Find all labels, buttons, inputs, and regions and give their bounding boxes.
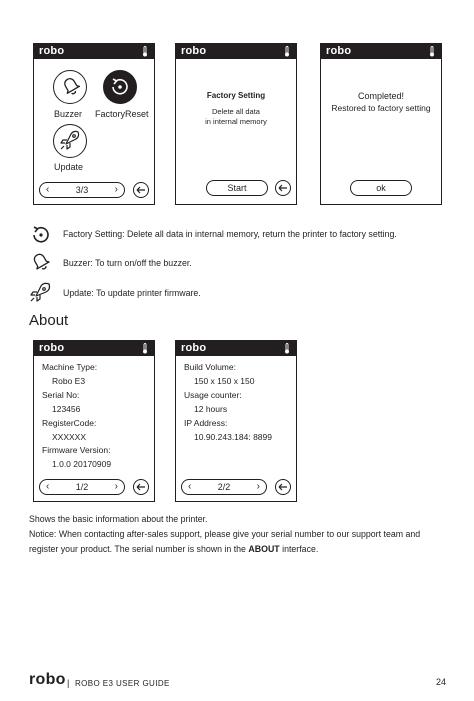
screen-header-bar <box>176 341 296 356</box>
thermometer-icon <box>429 46 435 57</box>
thermometer-icon <box>284 46 290 57</box>
about-emphasis: ABOUT <box>248 544 280 554</box>
body-line-3-end: interface. <box>279 544 319 554</box>
buzzer-label: Buzzer <box>54 109 83 119</box>
section-heading-about: About <box>29 312 69 329</box>
back-button[interactable] <box>275 479 291 495</box>
build-volume-label: Build Volume: <box>184 362 236 372</box>
ip-address-label: IP Address: <box>184 418 228 428</box>
dialog-title: Factory Setting <box>206 91 266 100</box>
body-line-2: Notice: When contacting after-sales support, please give your serial number to our support team and <box>29 529 421 539</box>
back-arrow-icon <box>276 181 290 195</box>
robo-logo: robo <box>39 45 65 57</box>
usage-counter-value: 12 hours <box>194 404 228 414</box>
body-line-1: Shows the basic information about the printer. <box>29 514 208 524</box>
screen-header-bar <box>321 44 441 59</box>
footer-logo: robo <box>29 671 66 688</box>
robo-logo: robo <box>39 342 65 354</box>
next-page-chevron-icon[interactable]: › <box>114 481 118 492</box>
update-button[interactable] <box>53 124 87 158</box>
screen-header-bar <box>34 341 154 356</box>
robo-logo: robo <box>181 342 207 354</box>
firmware-version-label: Firmware Version: <box>42 445 111 455</box>
build-volume-value: 150 x 150 x 150 <box>194 376 255 386</box>
legend-buzzer: Buzzer: To turn on/off the buzzer. <box>63 258 192 268</box>
prev-page-chevron-icon[interactable]: ‹ <box>188 481 192 492</box>
buzzer-button[interactable] <box>53 70 87 104</box>
bell-icon <box>54 71 85 102</box>
page-number: 24 <box>436 677 447 687</box>
completed-message: Restored to factory setting <box>331 103 431 113</box>
body-line-3-start: register your product. The serial number is shown in the <box>29 544 249 554</box>
screen-header-bar <box>176 44 296 59</box>
legend-update: Update: To update printer firmware. <box>63 288 201 298</box>
firmware-version-value: 1.0.0 20170909 <box>52 459 112 469</box>
ok-button[interactable] <box>350 180 412 196</box>
pager-label: 1/2 <box>75 482 89 492</box>
screen-about-page-2 <box>175 340 297 502</box>
back-arrow-icon <box>134 480 148 494</box>
thermometer-icon <box>284 343 290 354</box>
dialog-line-1: Delete all data <box>212 107 260 116</box>
update-label: Update <box>54 162 84 172</box>
machine-type-value: Robo E3 <box>52 376 86 386</box>
ip-address-value: 10.90.243.184: 8899 <box>194 432 272 442</box>
ok-button-label: ok <box>376 183 386 193</box>
serial-label: Serial No: <box>42 390 80 400</box>
prev-page-chevron-icon[interactable]: ‹ <box>46 481 50 492</box>
screen-menu <box>33 43 155 205</box>
body-line-3 <box>29 542 318 557</box>
factory-reset-icon <box>30 223 52 245</box>
next-page-chevron-icon[interactable]: › <box>256 481 260 492</box>
rocket-icon <box>30 281 52 303</box>
robo-logo: robo <box>181 45 207 57</box>
factory-reset-icon <box>104 71 135 102</box>
screen-about-page-1 <box>33 340 155 502</box>
bell-icon <box>30 251 52 273</box>
footer-separator: | <box>67 678 70 688</box>
rocket-icon <box>54 125 85 156</box>
thermometer-icon <box>142 46 148 57</box>
machine-type-label: Machine Type: <box>42 362 98 372</box>
pager-label: 2/2 <box>217 482 231 492</box>
next-page-chevron-icon[interactable]: › <box>114 184 118 195</box>
pager <box>39 479 125 495</box>
factory-reset-label: FactoryReset <box>95 109 149 119</box>
footer-guide-title: ROBO E3 USER GUIDE <box>75 679 170 688</box>
factory-reset-button[interactable] <box>103 70 137 104</box>
usage-counter-label: Usage counter: <box>184 390 242 400</box>
robo-logo: robo <box>326 45 352 57</box>
completed-title: Completed! <box>357 91 405 101</box>
register-code-label: RegisterCode: <box>42 418 97 428</box>
pager-label: 3/3 <box>75 185 89 195</box>
screen-factory-setting <box>175 43 297 205</box>
thermometer-icon <box>142 343 148 354</box>
back-button[interactable] <box>275 180 291 196</box>
pager <box>181 479 267 495</box>
back-button[interactable] <box>133 182 149 198</box>
dialog-line-2: in internal memory <box>205 117 267 126</box>
start-button[interactable] <box>206 180 268 196</box>
register-code-value: XXXXXX <box>52 432 87 442</box>
prev-page-chevron-icon[interactable]: ‹ <box>46 184 50 195</box>
legend-factory-setting: Factory Setting: Delete all data in internal memory, return the printer to factory setting. <box>63 229 397 239</box>
pager <box>39 182 125 198</box>
screen-completed <box>320 43 442 205</box>
start-button-label: Start <box>227 183 247 193</box>
back-arrow-icon <box>134 183 148 197</box>
back-arrow-icon <box>276 480 290 494</box>
screen-header-bar <box>34 44 154 59</box>
back-button[interactable] <box>133 479 149 495</box>
serial-value: 123456 <box>52 404 81 414</box>
